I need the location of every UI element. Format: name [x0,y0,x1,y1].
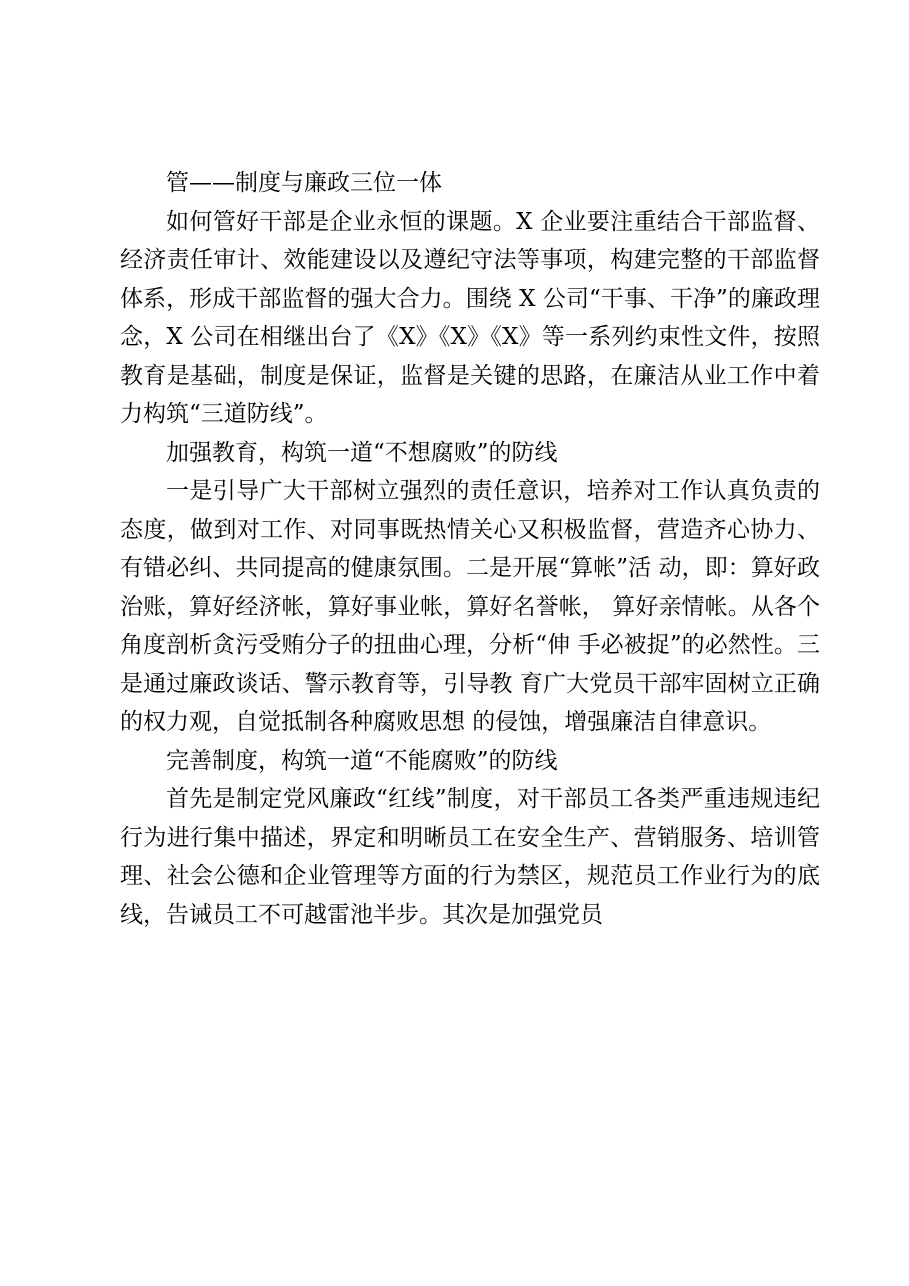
paragraph-education-measures: 一是引导广大干部树立强烈的责任意识，培养对工作认真负责的态度，做到对工作、对同事既热情关心又积极监督，营造齐心协力、有错必纠、共同提高的健康氛围。二是开展“算帐”活 动，即：算好政治账，算好经济帐，算好事业帐，算好名誉帐， 算好亲情帐。从各个角度剖析贪污受贿分子的扭曲心理，分析“伸 手必被捉”的必然性。三是通过廉政谈话、警示教育等，引导教 育广大党员干部牢固树立正确的权力观，自觉抵制各种腐败思想 的侵蚀，增强廉洁自律意识。 [120,478,820,735]
section-heading-education: 加强教育，构筑一道“不想腐败”的防线 [166,439,558,466]
section-heading-governance: 管——制度与廉政三位一体 [166,170,442,196]
section-heading-institution: 完善制度，构筑一道“不能腐败”的防线 [166,747,558,774]
paragraph-institution-measures: 首先是制定党风廉政“红线”制度，对干部员工各类严重违规违纪行为进行集中描述，界定和明晰员工在安全生产、营销服务、培训管理、社会公德和企业管理等方面的行为禁区，规范员工作业行为的底线，告诫员工不可越雷池半步。其次是加强党员 [120,786,820,928]
document-body [120,164,820,934]
paragraph-supervision-system: 如何管好干部是企业永恒的课题。X 企业要注重结合干部监督、经济责任审计、效能建设以及遵纪守法等事项，构建完整的干部监督体系，形成干部监督的强大合力。围绕 X 公司“干事、干净”的廉政理念，X 公司在相继出台了《X》《X》《X》等一系列约束性文件，按照教育是基础，制度是保证，监督是关键的思路，在廉洁从业工作中着力构筑“三道防线”。 [120,208,820,427]
